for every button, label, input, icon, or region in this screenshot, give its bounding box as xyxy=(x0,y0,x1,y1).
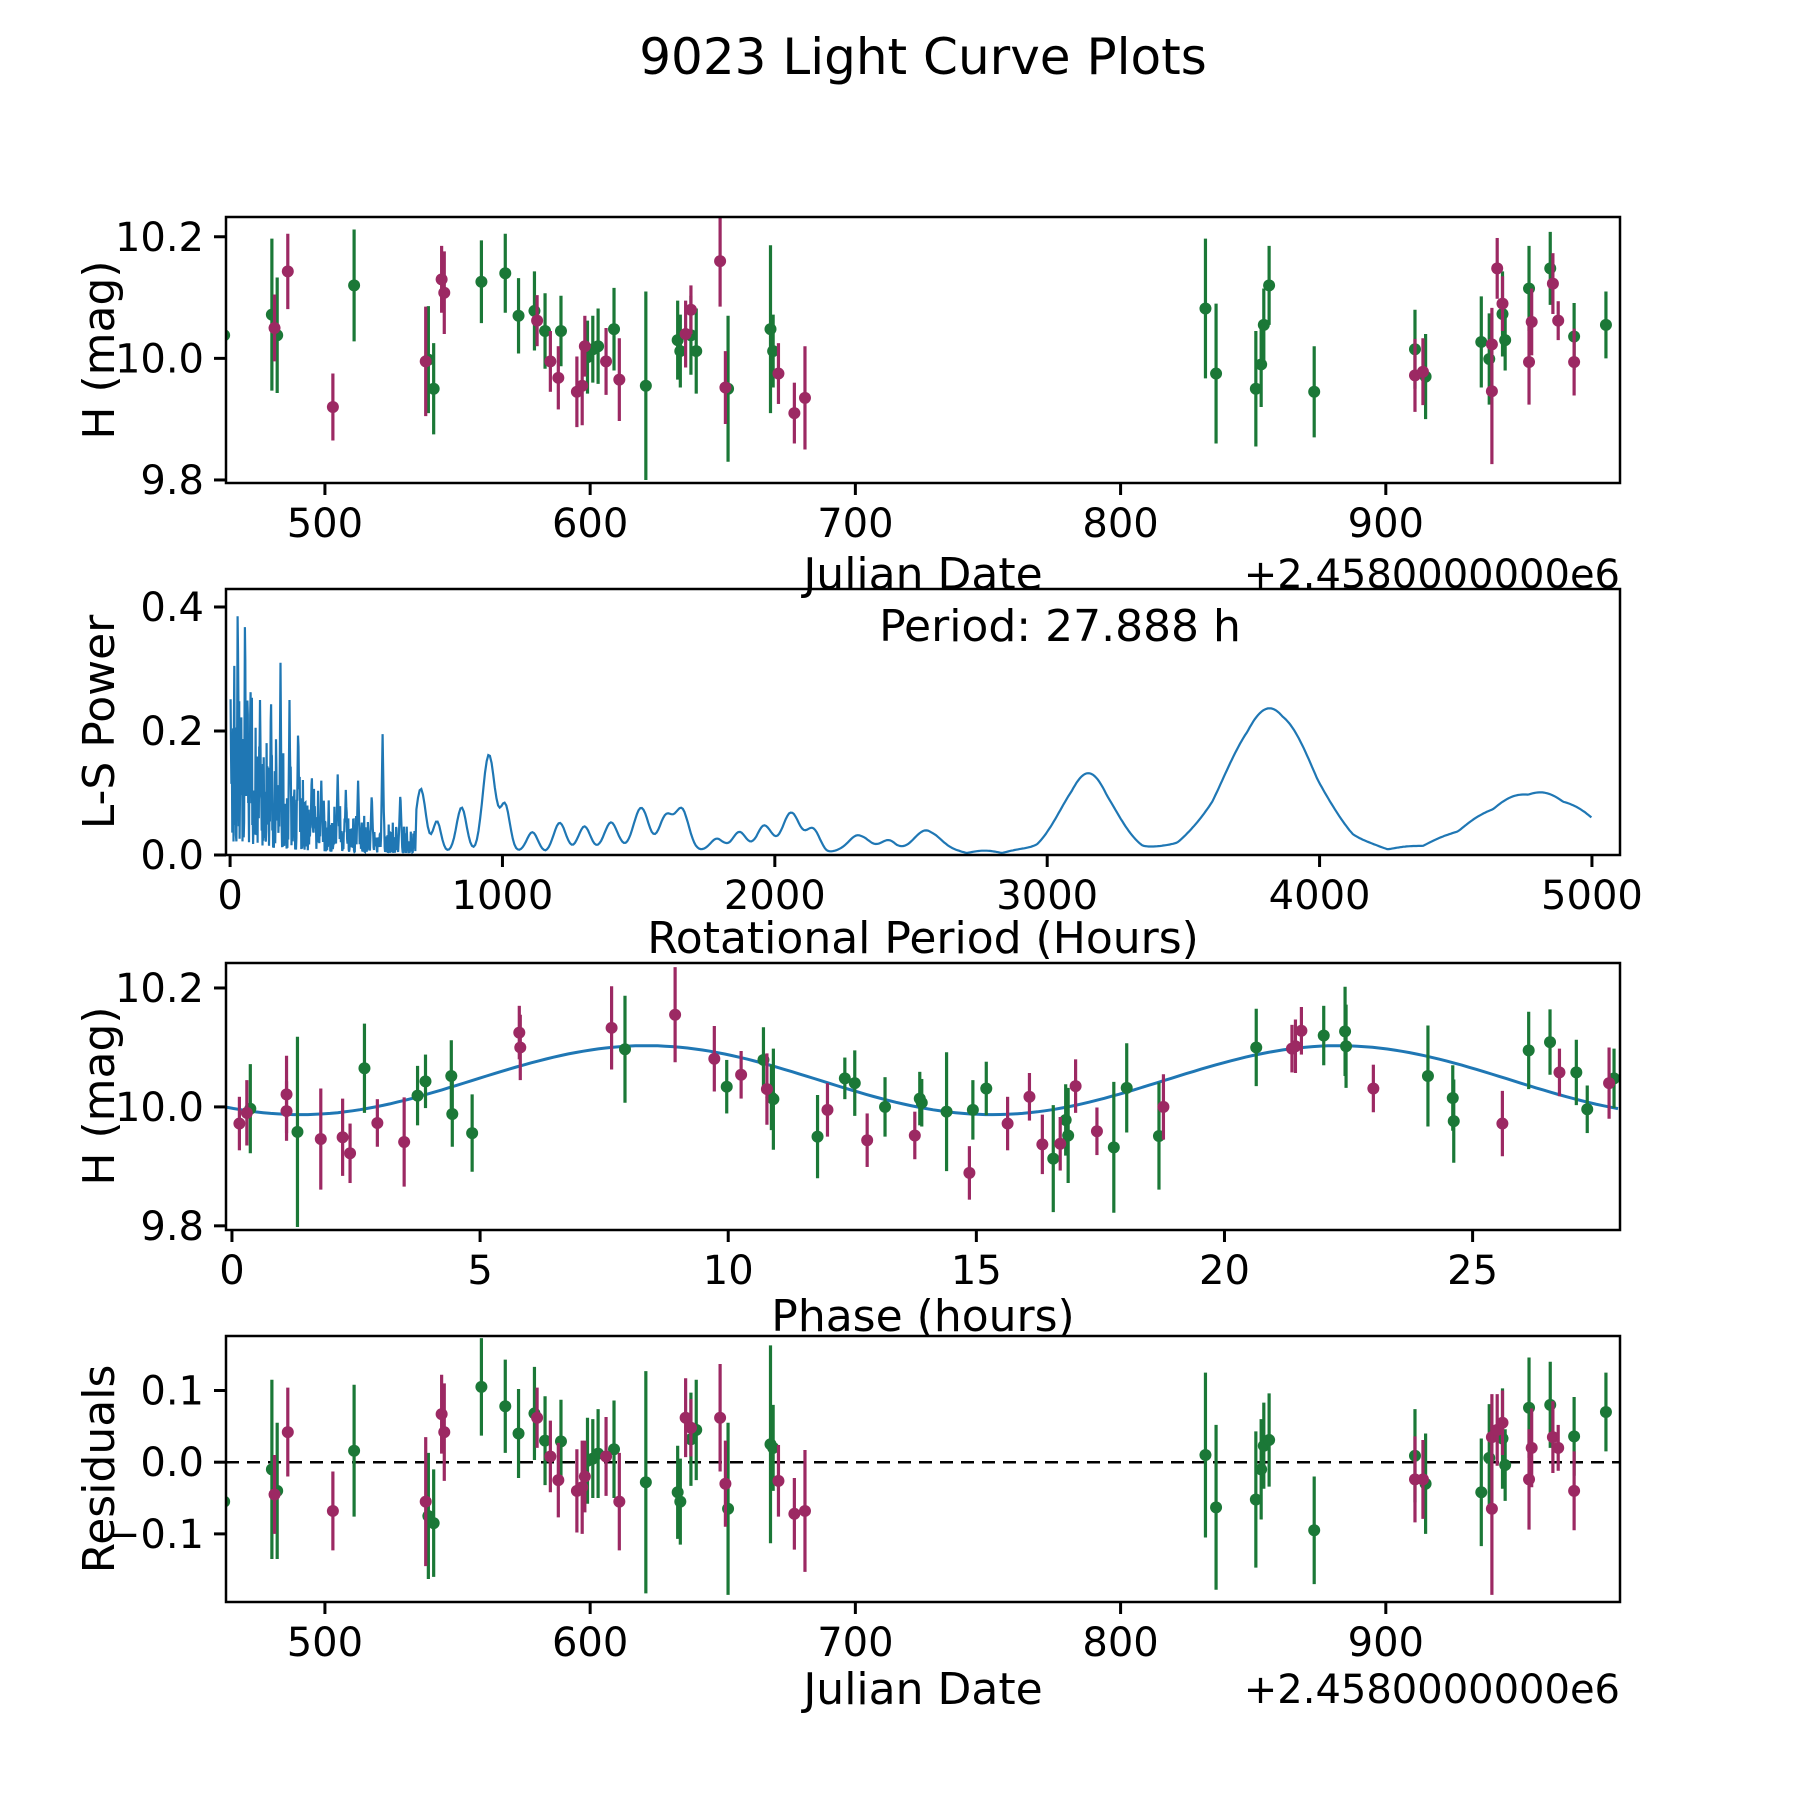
periodogram-xlabel: Rotational Period (Hours) xyxy=(647,913,1199,964)
svg-text:5: 5 xyxy=(467,1248,493,1294)
svg-text:600: 600 xyxy=(551,501,629,547)
residuals-data xyxy=(218,1338,1620,1595)
svg-text:5000: 5000 xyxy=(1541,873,1643,919)
phase_curve-ticks xyxy=(115,966,1498,1294)
dataset-purple-series xyxy=(269,215,1581,464)
svg-text:700: 700 xyxy=(817,501,894,547)
svg-text:10.2: 10.2 xyxy=(114,965,204,1012)
svg-text:0.0: 0.0 xyxy=(140,1440,204,1487)
svg-text:20: 20 xyxy=(1199,1248,1250,1294)
svg-text:10.0: 10.0 xyxy=(114,1084,204,1131)
svg-text:0: 0 xyxy=(217,873,243,919)
top-panel-offset-text: +2.4580000000e6 xyxy=(1243,552,1620,598)
svg-text:0.0: 0.0 xyxy=(140,833,204,879)
residuals-offset-text: +2.4580000000e6 xyxy=(1243,1667,1620,1713)
residuals-ylabel: Residuals xyxy=(74,1364,125,1574)
svg-text:500: 500 xyxy=(286,501,364,547)
svg-text:0: 0 xyxy=(219,1248,245,1294)
top-panel-xlabel: Julian Date xyxy=(803,549,1043,600)
svg-text:10.2: 10.2 xyxy=(114,214,204,261)
dataset-purple-series xyxy=(269,1364,1581,1595)
light_curve-data xyxy=(218,215,1612,479)
svg-text:900: 900 xyxy=(1347,501,1424,547)
residuals-xlabel: Julian Date xyxy=(803,1664,1043,1715)
svg-text:25: 25 xyxy=(1447,1248,1499,1294)
figure-title: 9023 Light Curve Plots xyxy=(639,28,1207,86)
svg-text:1000: 1000 xyxy=(451,873,554,919)
phase_curve-data xyxy=(226,967,1620,1227)
svg-text:2000: 2000 xyxy=(723,873,826,919)
svg-text:15: 15 xyxy=(950,1248,1002,1294)
svg-text:9.8: 9.8 xyxy=(140,457,204,504)
svg-text:0.1: 0.1 xyxy=(140,1368,204,1415)
residuals-ticks xyxy=(107,1368,1424,1666)
phase-panel-xlabel: Phase (hours) xyxy=(771,1291,1075,1342)
svg-text:800: 800 xyxy=(1082,1620,1159,1666)
svg-text:700: 700 xyxy=(817,1620,894,1666)
svg-text:600: 600 xyxy=(551,1620,629,1666)
periodogram-ylabel: L-S Power xyxy=(74,614,125,830)
svg-text:0.4: 0.4 xyxy=(140,584,204,631)
svg-text:900: 900 xyxy=(1347,1620,1424,1666)
svg-text:3000: 3000 xyxy=(996,873,1099,919)
dataset-green-series xyxy=(244,987,1620,1227)
svg-text:−0.1: −0.1 xyxy=(106,1511,204,1558)
period-annotation: Period: 27.888 h xyxy=(879,601,1241,652)
svg-text:4000: 4000 xyxy=(1268,873,1371,919)
dataset-purple-series xyxy=(233,967,1615,1200)
top-panel-ylabel: H (mag) xyxy=(74,260,125,440)
svg-text:9.8: 9.8 xyxy=(140,1203,204,1250)
svg-text:10.0: 10.0 xyxy=(114,336,204,383)
phase-panel-ylabel: H (mag) xyxy=(74,1006,125,1186)
svg-text:500: 500 xyxy=(286,1620,364,1666)
svg-text:10: 10 xyxy=(702,1248,754,1294)
svg-text:800: 800 xyxy=(1082,501,1159,547)
svg-text:0.2: 0.2 xyxy=(140,708,204,755)
